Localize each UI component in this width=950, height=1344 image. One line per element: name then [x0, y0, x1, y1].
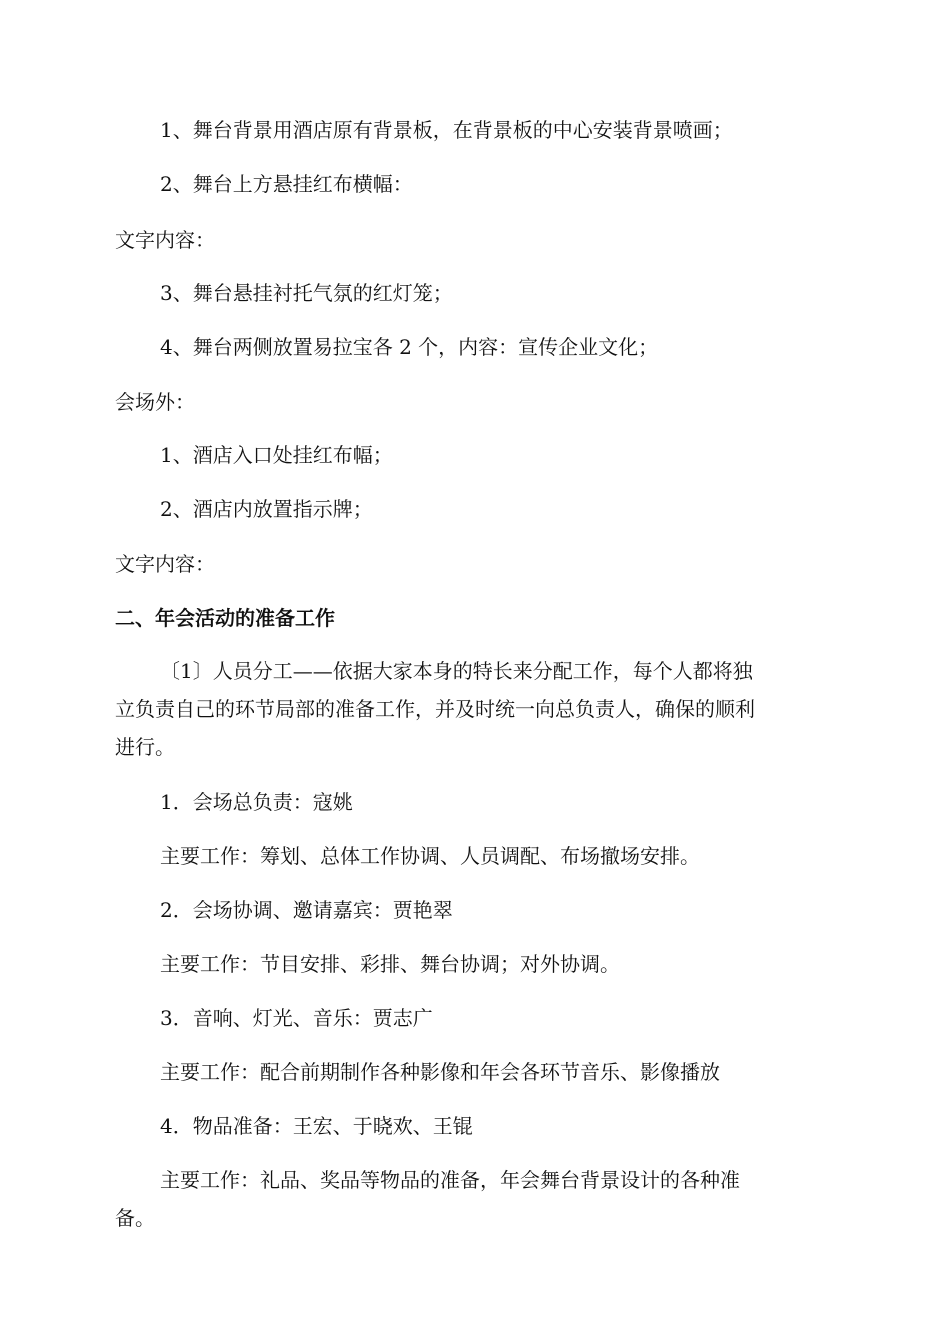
- outside-item-2: 2、酒店内放置指示牌；: [160, 497, 373, 521]
- role-3-duties: 主要工作：配合前期制作各种影像和年会各环节音乐、影像播放: [160, 1060, 720, 1084]
- staffing-paragraph-line-3: 进行。: [115, 735, 175, 759]
- role-2-duties: 主要工作：节目安排、彩排、舞台协调；对外协调。: [160, 952, 620, 976]
- staffing-paragraph-line-2: 立负责自己的环节局部的准备工作，并及时统一向总负责人，确保的顺利: [115, 697, 755, 721]
- text-content-label-2: 文字内容：: [115, 552, 215, 576]
- role-3-title: 3．音响、灯光、音乐：贾志广: [160, 1006, 433, 1030]
- role-1-title: 1．会场总负责：寇姚: [160, 790, 353, 814]
- role-4-duties-line-1: 主要工作：礼品、奖品等物品的准备，年会舞台背景设计的各种准: [160, 1168, 740, 1192]
- staffing-paragraph-line-1: 〔1〕人员分工——依据大家本身的特长来分配工作，每个人都将独: [160, 659, 753, 683]
- role-1-duties: 主要工作：筹划、总体工作协调、人员调配、布场撤场安排。: [160, 844, 700, 868]
- stage-item-1: 1、舞台背景用酒店原有背景板，在背景板的中心安装背景喷画；: [160, 118, 733, 142]
- outside-item-1: 1、酒店入口处挂红布幅；: [160, 443, 393, 467]
- stage-item-3: 3、舞台悬挂衬托气氛的红灯笼；: [160, 281, 453, 305]
- role-2-title: 2．会场协调、邀请嘉宾：贾艳翠: [160, 898, 453, 922]
- section-heading: 二、年会活动的准备工作: [115, 606, 335, 630]
- stage-item-2: 2、舞台上方悬挂红布横幅：: [160, 172, 413, 196]
- venue-outside-label: 会场外：: [115, 390, 195, 414]
- role-4-duties-line-2: 备。: [115, 1206, 155, 1230]
- role-4-title: 4．物品准备：王宏、于晓欢、王锟: [160, 1114, 473, 1138]
- text-content-label: 文字内容：: [115, 228, 215, 252]
- stage-item-4: 4、舞台两侧放置易拉宝各 2 个，内容：宣传企业文化；: [160, 335, 659, 359]
